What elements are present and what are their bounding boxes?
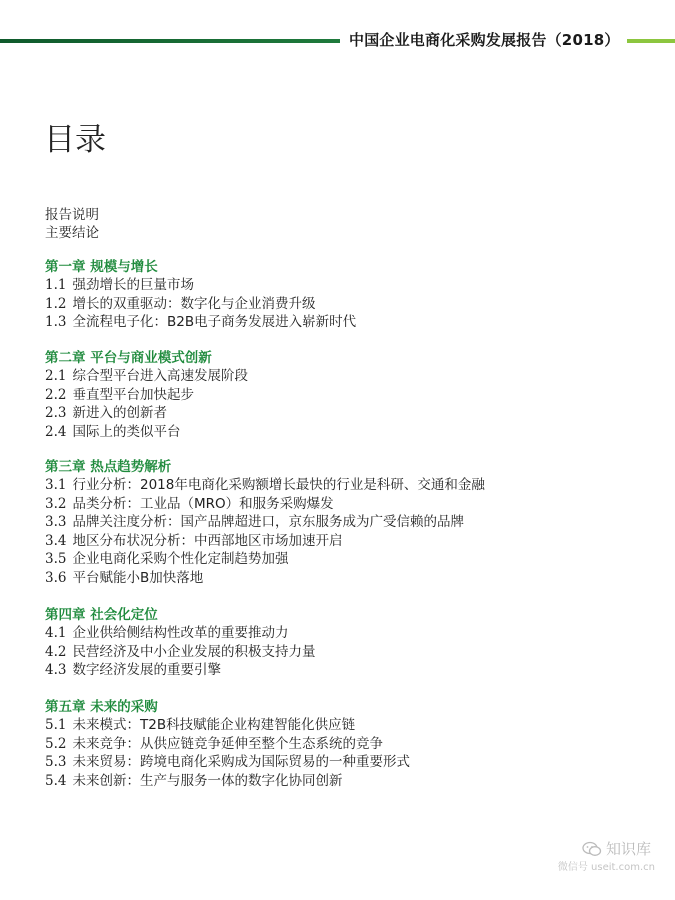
toc-item[interactable]: 1.2 增长的双重驱动：数字化与企业消费升级: [45, 295, 316, 312]
header-rule-left: [0, 39, 340, 43]
toc-intro-item[interactable]: 报告说明: [45, 207, 99, 223]
watermark-name: 知识库: [605, 840, 651, 858]
watermark: [543, 838, 663, 878]
wechat-icon: [582, 841, 602, 857]
toc-item[interactable]: 5.2 未来竞争：从供应链竞争延伸至整个生态系统的竞争: [45, 735, 383, 752]
chapter-title[interactable]: 第二章 平台与商业模式创新: [45, 350, 212, 366]
chapter-title[interactable]: 第四章 社会化定位: [45, 607, 158, 623]
chapter-title[interactable]: 第一章 规模与增长: [45, 259, 158, 275]
toc-item[interactable]: 4.3 数字经济发展的重要引擎: [45, 662, 221, 678]
toc-intro-item[interactable]: 主要结论: [45, 225, 99, 241]
toc-item[interactable]: 5.1 未来模式：T2B科技赋能企业构建智能化供应链: [45, 717, 356, 733]
toc-item[interactable]: 2.2 垂直型平台加快起步: [45, 386, 194, 403]
watermark-sub: 微信号 useit.com.cn: [557, 862, 655, 873]
toc-item[interactable]: 2.1 综合型平台进入高速发展阶段: [45, 368, 248, 384]
toc-item[interactable]: 5.3 未来贸易：跨境电商化采购成为国际贸易的一种重要形式: [45, 754, 410, 770]
chapter-2: [45, 349, 248, 441]
toc-item[interactable]: 3.4 地区分布状况分析：中西部地区市场加速开启: [45, 532, 343, 549]
chapter-3: [45, 458, 485, 587]
toc-item[interactable]: 3.6 平台赋能小B加快落地: [45, 569, 204, 586]
chapter-title[interactable]: 第三章 热点趋势解析: [45, 459, 172, 475]
chapter-title[interactable]: 第五章 未来的采购: [45, 699, 158, 715]
chapter-4: [45, 606, 315, 680]
toc-item[interactable]: 2.3 新进入的创新者: [45, 405, 167, 421]
chapter-1: [45, 258, 356, 332]
toc-item[interactable]: 3.2 品类分析：工业品（MRO）和服务采购爆发: [45, 495, 334, 512]
toc-item[interactable]: 5.4 未来创新：生产与服务一体的数字化协同创新: [45, 772, 343, 789]
toc-item[interactable]: 4.2 民营经济及中小企业发展的积极支持力量: [45, 643, 316, 660]
chapter-5: [45, 698, 410, 790]
toc-heading: 目录: [44, 122, 106, 158]
toc-item[interactable]: 3.3 品牌关注度分析：国产品牌超进口，京东服务成为广受信赖的品牌: [45, 514, 464, 530]
report-title: 中国企业电商化采购发展报告（2018）: [349, 31, 620, 49]
toc-item[interactable]: 1.3 全流程电子化：B2B电子商务发展进入崭新时代: [45, 314, 357, 330]
toc-intro: [45, 206, 99, 242]
toc-item[interactable]: 2.4 国际上的类似平台: [45, 423, 181, 440]
toc-item[interactable]: 3.1 行业分析：2018年电商化采购额增长最快的行业是科研、交通和金融: [45, 477, 485, 493]
header-rule-right: [627, 39, 675, 43]
toc-item[interactable]: 4.1 企业供给侧结构性改革的重要推动力: [45, 625, 289, 641]
toc-item[interactable]: 1.1 强劲增长的巨量市场: [45, 277, 194, 293]
toc-item[interactable]: 3.5 企业电商化采购个性化定制趋势加强: [45, 551, 289, 567]
